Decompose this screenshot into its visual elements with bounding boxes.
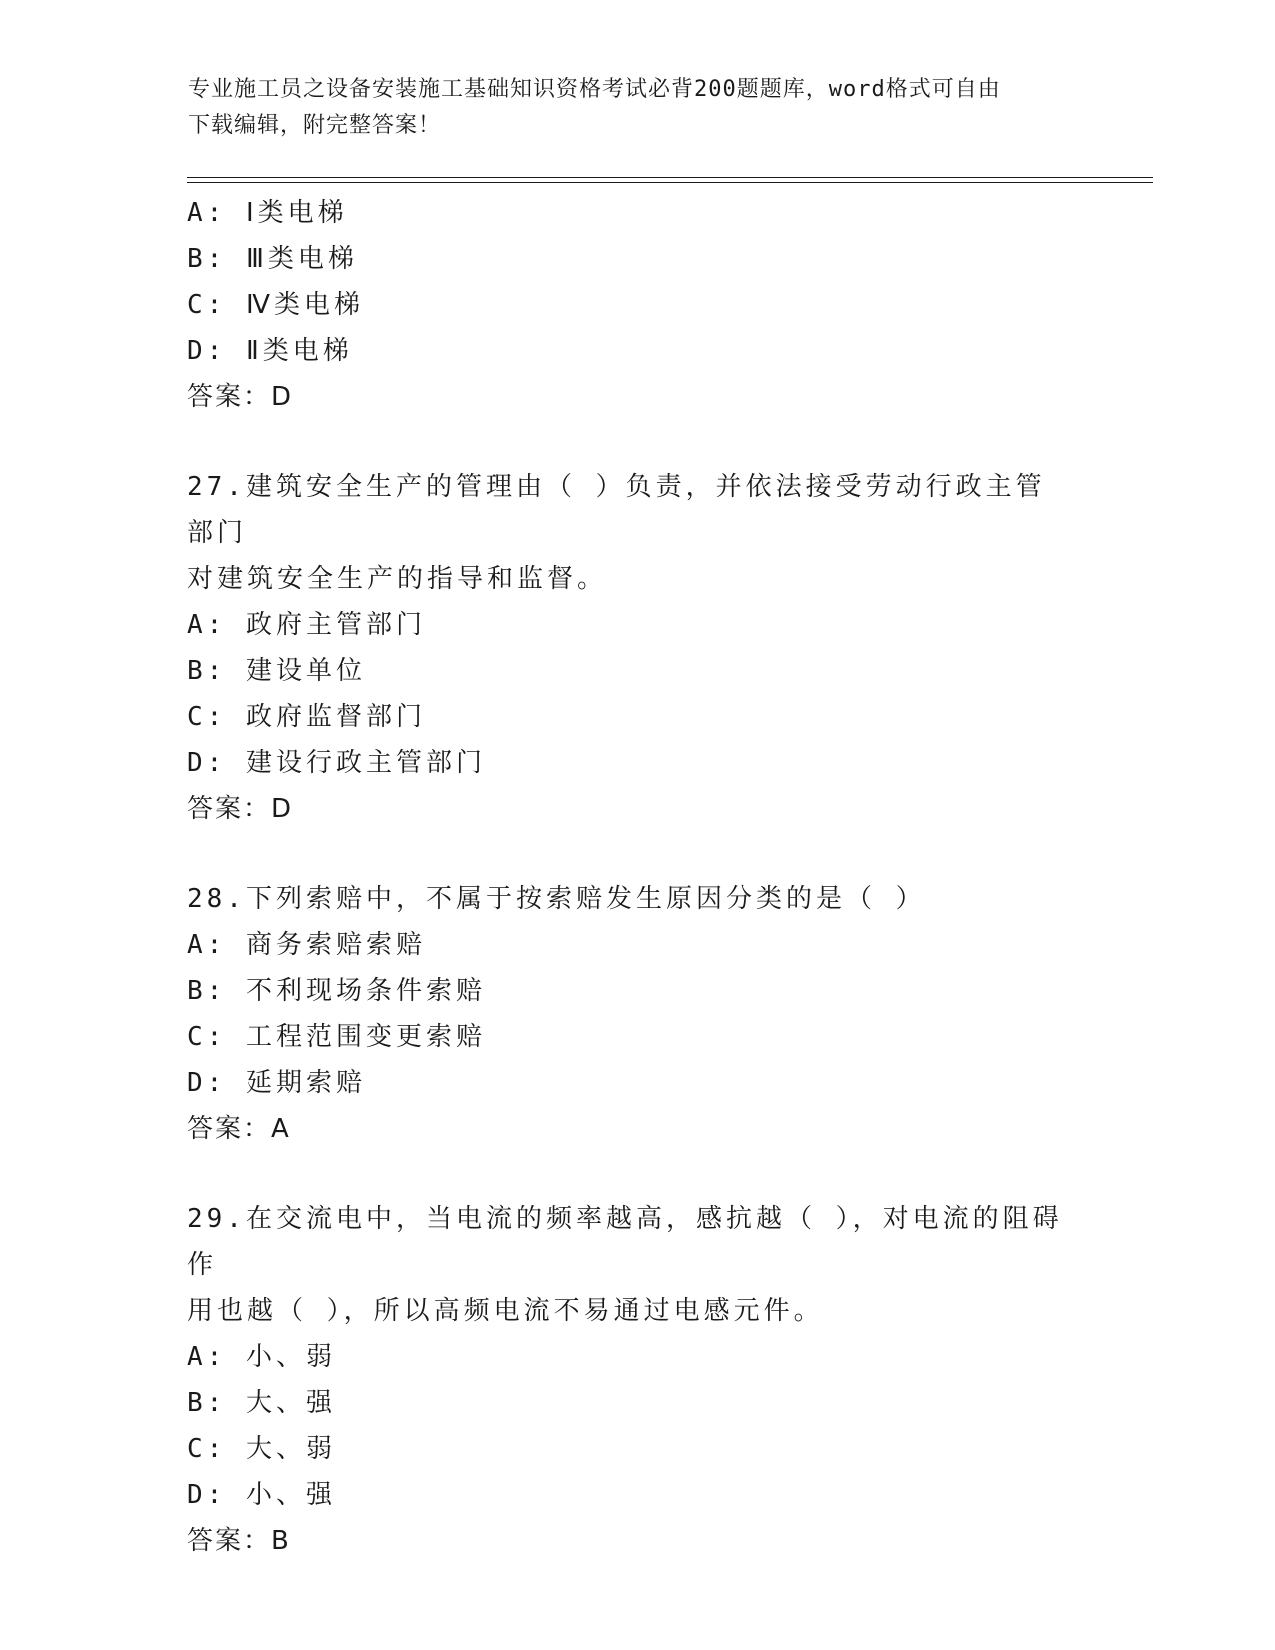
option-c: C: 政府监督部门 <box>187 702 426 732</box>
option-b: B: 不利现场条件索赔 <box>187 976 486 1006</box>
spacer <box>187 1152 1067 1196</box>
answer: 答案：D <box>187 382 294 412</box>
option-c: C: 工程范围变更索赔 <box>187 1022 486 1052</box>
question-28 <box>187 876 1067 1152</box>
option-a: A: 商务索赔索赔 <box>187 930 426 960</box>
question-text-line-2: 用也越（ ），所以高频电流不易通过电感元件。 <box>187 1296 824 1326</box>
header-divider-top <box>187 177 1153 178</box>
option-d: D: 小、强 <box>187 1480 336 1510</box>
answer: 答案：A <box>187 1114 291 1144</box>
document-header <box>188 72 1088 144</box>
header-line-1: 专业施工员之设备安装施工基础知识资格考试必背200题题库，word格式可自由 <box>188 77 1001 102</box>
option-d: D: 建设行政主管部门 <box>187 748 486 778</box>
option-b: B: 建设单位 <box>187 656 366 686</box>
option-a: A: 政府主管部门 <box>187 610 426 640</box>
question-27 <box>187 464 1067 832</box>
question-26 <box>187 190 1067 420</box>
option-a: A: Ⅰ类电梯 <box>187 198 348 228</box>
question-text-line-1: 29.在交流电中，当电流的频率越高，感抗越（ ），对电流的阻碍作 <box>187 1204 1063 1280</box>
option-d: D: Ⅱ类电梯 <box>187 336 353 366</box>
option-c: C: Ⅳ类电梯 <box>187 290 364 320</box>
option-d: D: 延期索赔 <box>187 1068 366 1098</box>
question-29 <box>187 1196 1067 1564</box>
question-text-line-2: 对建筑安全生产的指导和监督。 <box>187 564 608 594</box>
option-c: C: 大、弱 <box>187 1434 336 1464</box>
header-line-2: 下载编辑，附完整答案！ <box>188 113 442 138</box>
option-a: A: 小、弱 <box>187 1342 336 1372</box>
document-body <box>187 190 1067 1564</box>
answer: 答案：D <box>187 794 294 824</box>
option-b: B: Ⅲ类电梯 <box>187 244 358 274</box>
question-text-line-1: 28.下列索赔中，不属于按索赔发生原因分类的是（ ） <box>187 884 926 914</box>
spacer <box>187 832 1067 876</box>
spacer <box>187 420 1067 464</box>
answer: 答案：B <box>187 1526 291 1556</box>
header-divider-bottom <box>187 182 1153 183</box>
question-text-line-1: 27.建筑安全生产的管理由（ ）负责，并依法接受劳动行政主管部门 <box>187 472 1046 548</box>
option-b: B: 大、强 <box>187 1388 336 1418</box>
